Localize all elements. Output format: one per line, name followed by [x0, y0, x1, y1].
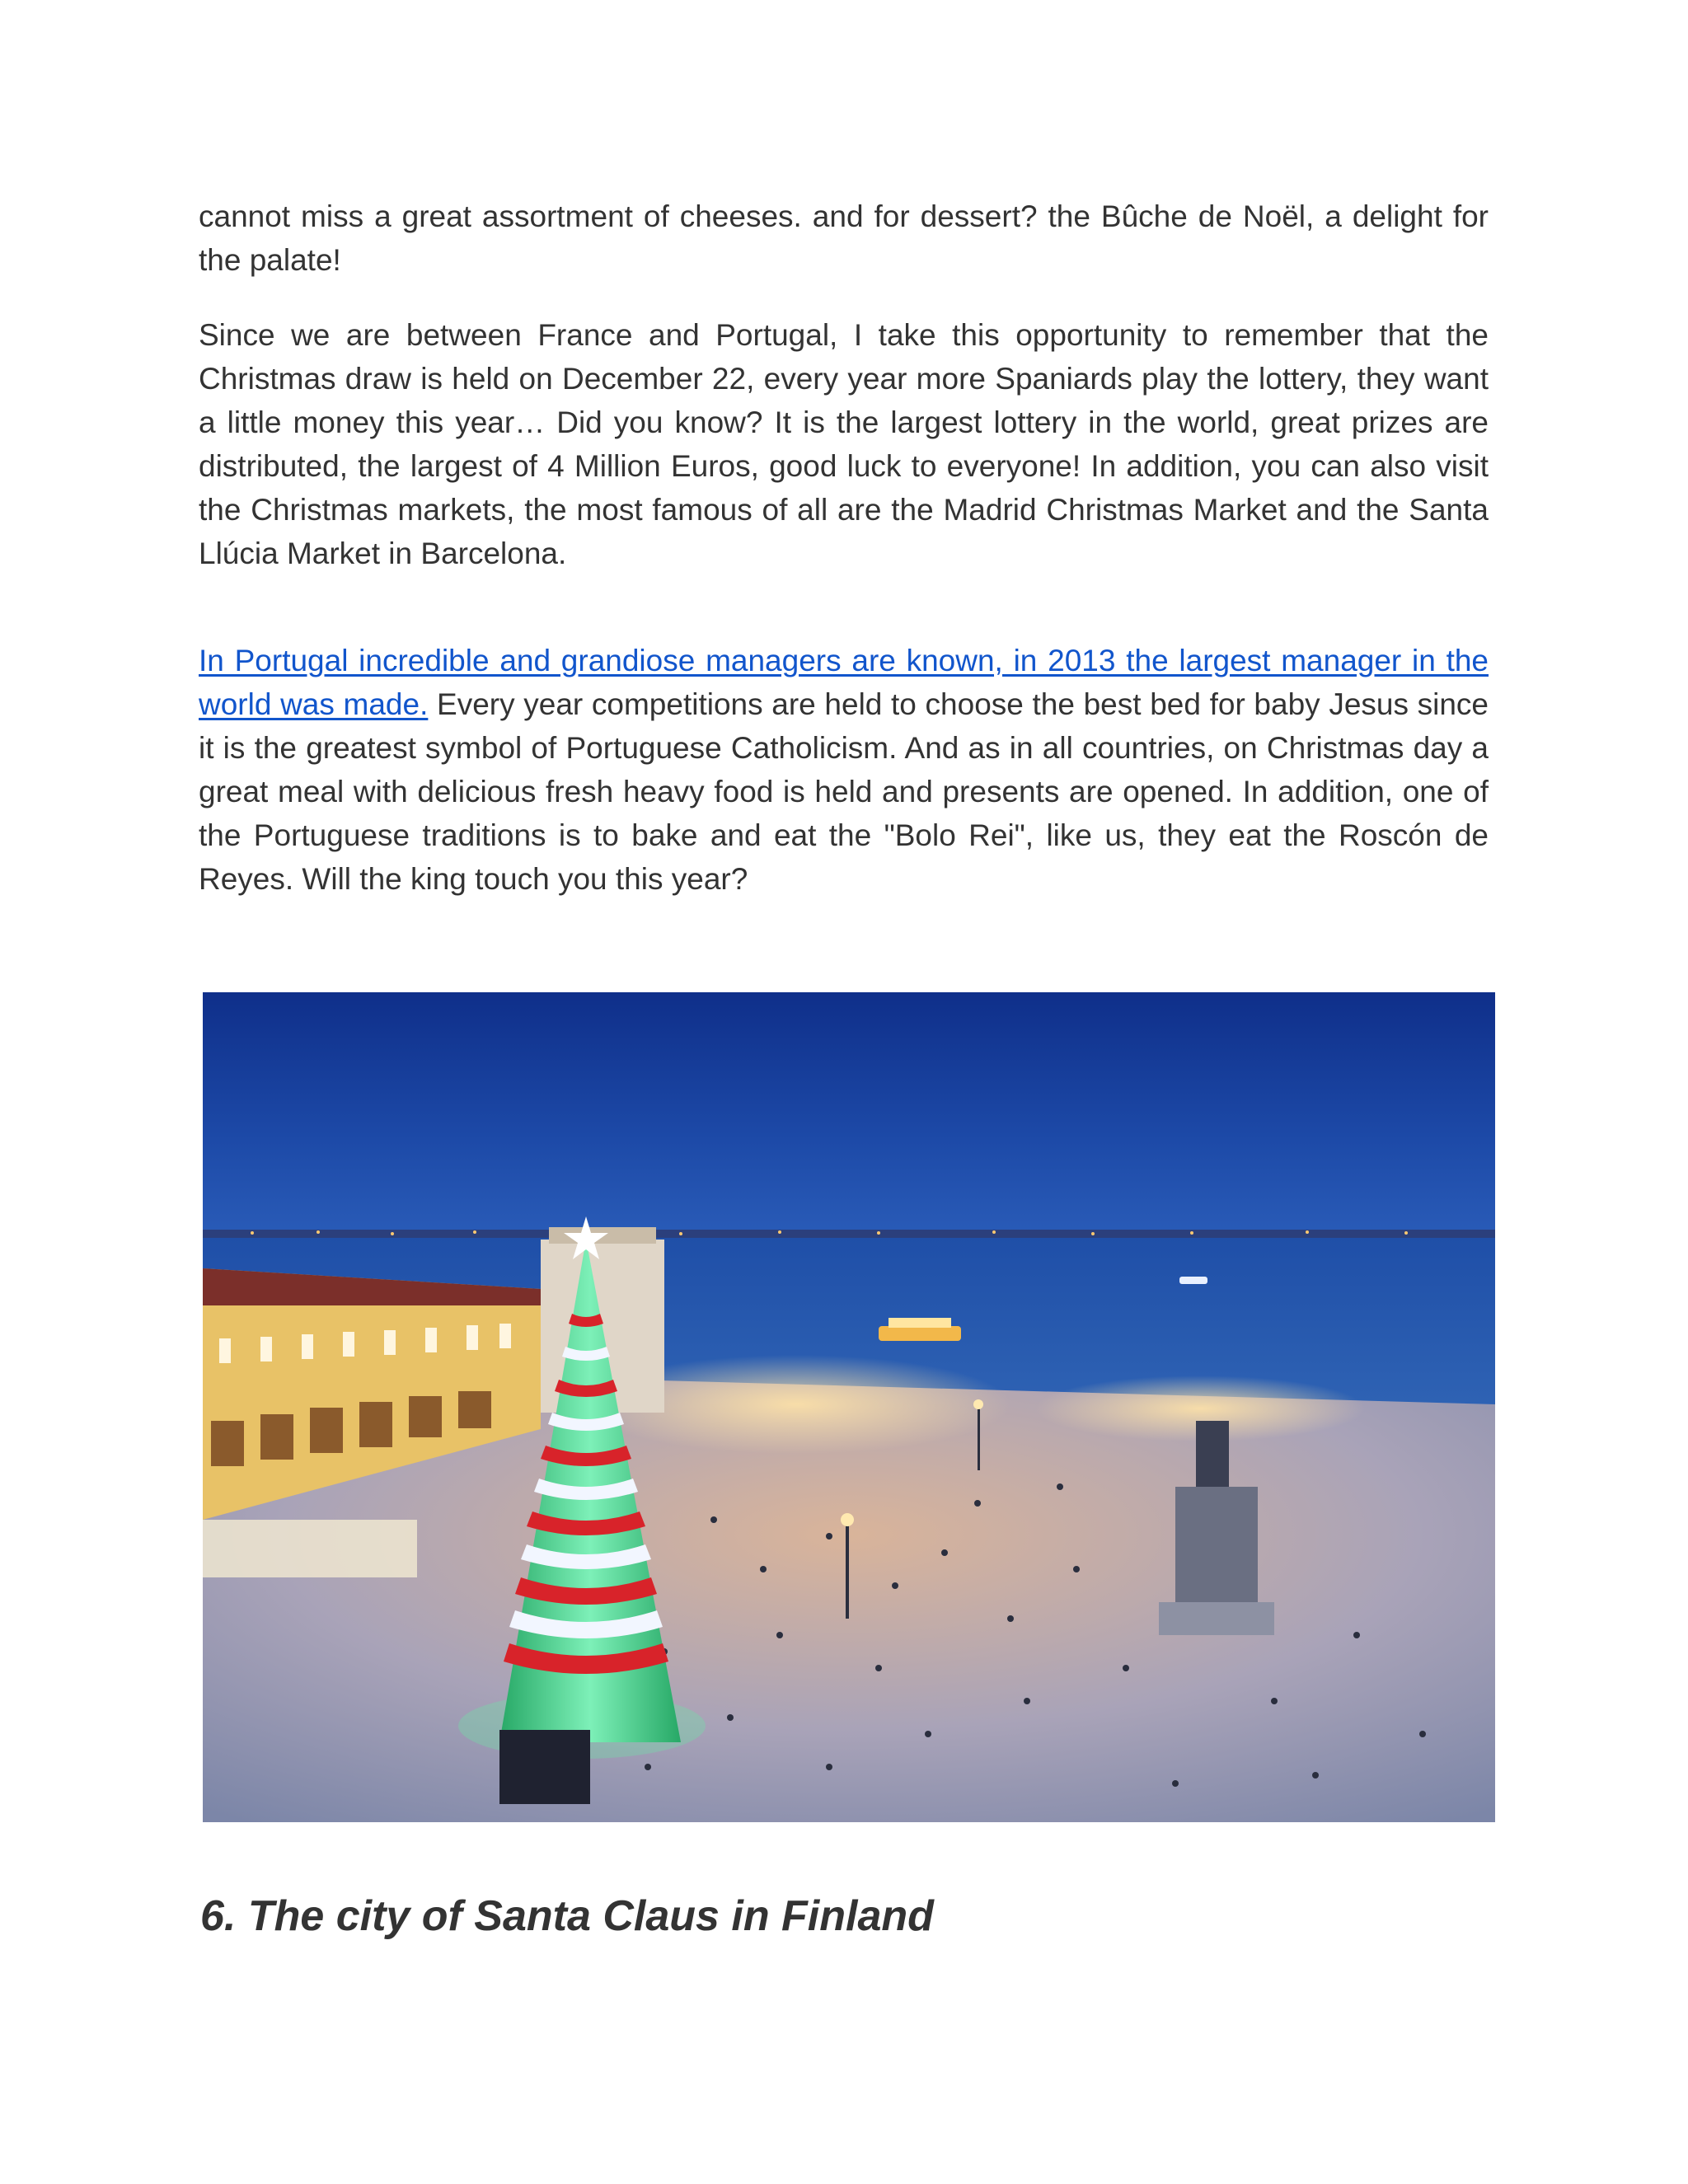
- small-boat: [1179, 1277, 1207, 1284]
- portugal-manager-link[interactable]: In Portugal incredible and grandiose managers are known, in 2013 the largest manager in the world was made.: [199, 644, 1489, 721]
- paragraph-portugal-text: Every year competitions are held to choose the best bed for baby Jesus since it is the greatest symbol of Portuguese Catholicism. And as in all countries, on Christmas day a great meal with delicious fresh heavy food is held and presents are opened. In addition, one of the Portuguese traditions is to bake and eat the "Bolo Rei", like us, they eat the Roscón de Reyes. Will the king touch you this year?: [199, 687, 1489, 896]
- christmas-tree-photo: [203, 992, 1495, 1822]
- paragraph-portugal: [199, 639, 1489, 901]
- ferry-boat: [879, 1326, 961, 1341]
- lamp-post: [846, 1520, 849, 1619]
- distant-shore: [203, 1230, 1495, 1238]
- paragraph-spacer: [199, 575, 1489, 639]
- section-heading: 6. The city of Santa Claus in Finland: [200, 1892, 934, 1940]
- paragraph-cheese-dessert: cannot miss a great assortment of cheeses. and for dessert? the Bûche de Noël, a delight for the palate!: [199, 199, 1489, 277]
- photo-illustration: [203, 992, 1495, 1822]
- document-body: [199, 194, 1489, 901]
- sky: [203, 992, 1495, 1240]
- market-stalls: [203, 1520, 417, 1577]
- paragraph-spain-lottery: Since we are between France and Portugal, I take this opportunity to remember that the Christmas draw is held on December 22, every year more Spaniards play the lottery, they want a little money this year… Did you know? It is the largest lottery in the world, great prizes are distributed, the largest of 4 Million Euros, good luck to everyone! In addition, you can also visit the Christmas markets, the most famous of all are the Madrid Christmas Market and the Santa Llúcia Market in Barcelona.: [199, 318, 1489, 570]
